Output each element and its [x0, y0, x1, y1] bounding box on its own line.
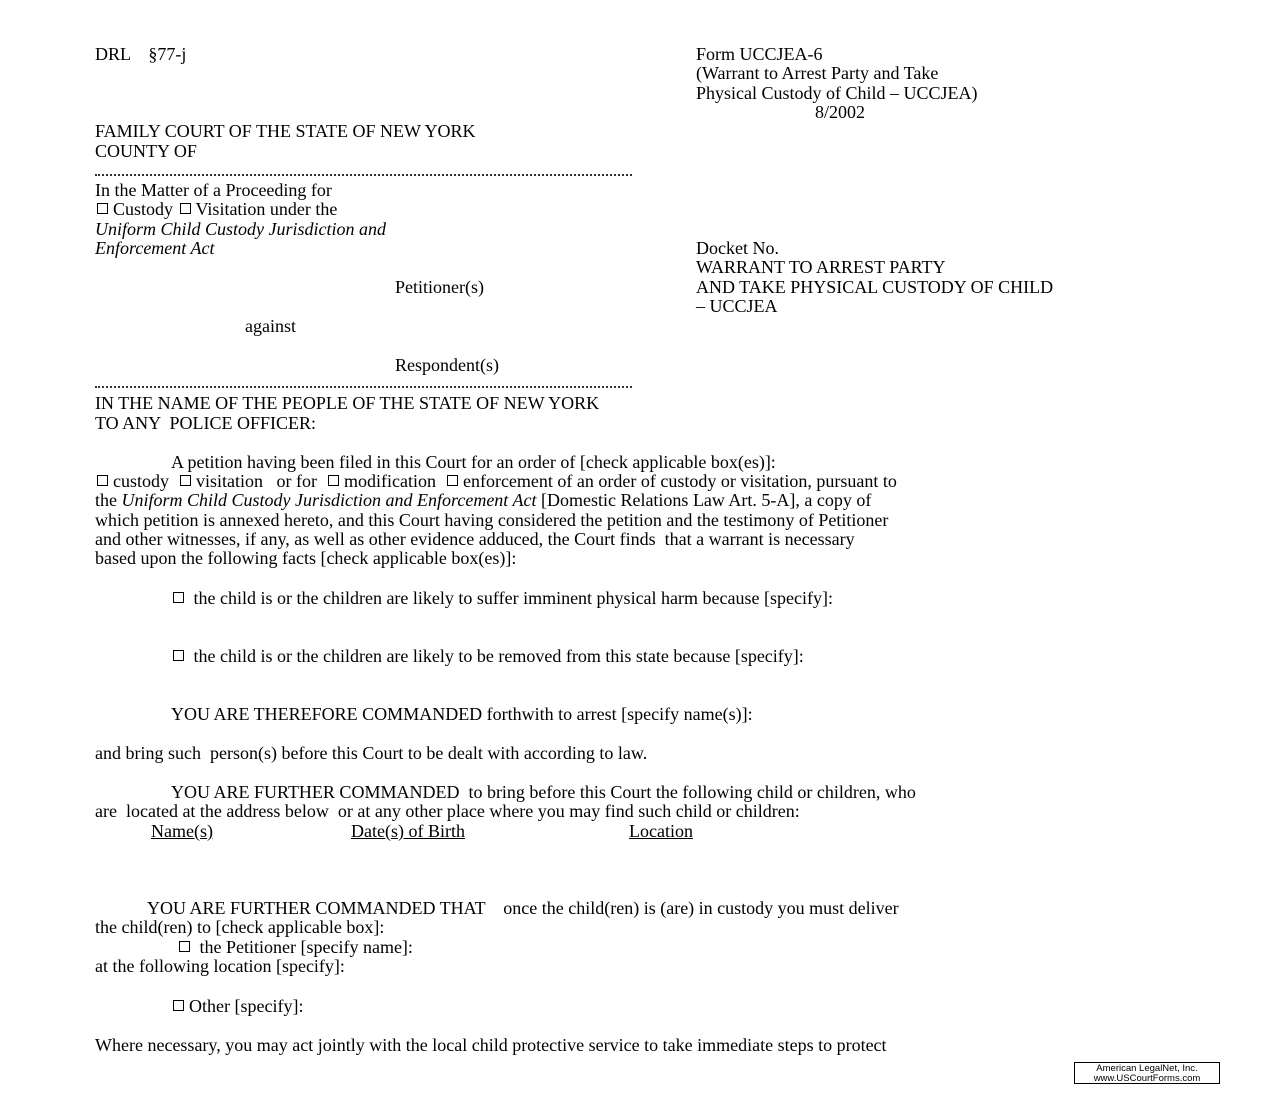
- petition-paragraph: based upon the following facts [check applicable box(es)]:: [95, 548, 517, 568]
- act-name: Enforcement Act: [95, 238, 215, 258]
- arrest-command: YOU ARE THEREFORE COMMANDED forthwith to arrest [specify name(s)]:: [171, 704, 753, 724]
- form-title-line: (Warrant to Arrest Party and Take: [696, 63, 939, 83]
- petition-paragraph: and other witnesses, if any, as well as other evidence adduced, the Court finds that a warrant is necessary: [95, 529, 855, 549]
- deliver-petitioner: [177, 937, 413, 957]
- petitioner-label: Petitioner(s): [395, 277, 484, 297]
- petition-paragraph: A petition having been filed in this Court for an order of [check applicable box(es)]:: [171, 452, 776, 472]
- fact-harm: [171, 588, 833, 608]
- custody-order-label: custody: [113, 471, 169, 491]
- document-title: AND TAKE PHYSICAL CUSTODY OF CHILD: [696, 277, 1054, 297]
- harm-label: the child is or the children are likely to suffer imminent physical harm because [specify]:: [193, 588, 833, 608]
- logo-line: American LegalNet, Inc.: [1096, 1063, 1198, 1074]
- removed-label: the child is or the children are likely to be removed from this state because [specify]:: [193, 646, 804, 666]
- county-label: COUNTY OF: [95, 141, 197, 161]
- column-names: Name(s): [151, 821, 213, 841]
- text: [Domestic Relations Law Art. 5-A], a copy of: [536, 490, 872, 510]
- form-title-line: Physical Custody of Child – UCCJEA): [696, 83, 978, 103]
- deliver-other: [171, 996, 303, 1016]
- document-title: WARRANT TO ARREST PARTY: [696, 257, 946, 277]
- petitioner-checkbox[interactable]: [179, 941, 190, 952]
- caption-divider: [95, 174, 632, 176]
- officer-heading: TO ANY POLICE OFFICER:: [95, 413, 317, 433]
- order-type-options: [95, 471, 897, 491]
- custody-order-checkbox[interactable]: [97, 475, 108, 486]
- visitation-label: Visitation under the: [195, 199, 338, 219]
- other-checkbox[interactable]: [173, 1000, 184, 1011]
- custody-checkbox[interactable]: [97, 203, 108, 214]
- form-number: Form UCCJEA-6: [696, 44, 823, 64]
- publisher-logo: [1074, 1062, 1220, 1084]
- visitation-order-label: visitation or for: [196, 471, 317, 491]
- other-option-label: Other [specify]:: [189, 996, 304, 1016]
- court-name: FAMILY COURT OF THE STATE OF NEW YORK: [95, 121, 476, 141]
- logo-line: www.USCourtForms.com: [1093, 1073, 1201, 1084]
- enforcement-checkbox[interactable]: [447, 475, 458, 486]
- caption-divider: [95, 386, 632, 388]
- matter-text: In the Matter of a Proceeding for: [95, 180, 332, 200]
- fact-removed: [171, 646, 804, 666]
- deliver-command: the child(ren) to [check applicable box]:: [95, 917, 385, 937]
- column-location: Location: [629, 821, 693, 841]
- further-command: YOU ARE FURTHER COMMANDED to bring before this Court the following child or children, who: [171, 782, 916, 802]
- deliver-command: YOU ARE FURTHER COMMANDED THAT once the child(ren) is (are) in custody you must deliver: [147, 898, 899, 918]
- custody-label: Custody: [113, 199, 174, 219]
- modification-checkbox[interactable]: [328, 475, 339, 486]
- text: the: [95, 490, 122, 510]
- form-date: 8/2002: [815, 102, 866, 122]
- deliver-location: at the following location [specify]:: [95, 956, 345, 976]
- act-name: Uniform Child Custody Jurisdiction and: [95, 219, 387, 239]
- petitioner-option-label: the Petitioner [specify name]:: [199, 937, 413, 957]
- act-name: Uniform Child Custody Jurisdiction and Enforcement Act: [121, 490, 537, 510]
- docket-label: Docket No.: [696, 238, 779, 258]
- where-necessary-text: Where necessary, you may act jointly with the local child protective service to take immediate steps to protect: [95, 1035, 887, 1055]
- removed-checkbox[interactable]: [173, 650, 184, 661]
- petition-paragraph: which petition is annexed hereto, and this Court having considered the petition and the testimony of Petitioner: [95, 510, 889, 530]
- further-command: are located at the address below or at any other place where you may find such child or children:: [95, 801, 800, 821]
- respondent-label: Respondent(s): [395, 355, 499, 375]
- bring-text: and bring such person(s) before this Court to be dealt with according to law.: [95, 743, 648, 763]
- statute-reference: DRL §77-j: [95, 44, 187, 64]
- column-dob: Date(s) of Birth: [351, 821, 465, 841]
- harm-checkbox[interactable]: [173, 592, 184, 603]
- document-title: – UCCJEA: [696, 296, 778, 316]
- enforcement-label: enforcement of an order of custody or visitation, pursuant to: [462, 471, 897, 491]
- visitation-checkbox[interactable]: [180, 203, 191, 214]
- against-label: against: [245, 316, 296, 336]
- petition-paragraph: [95, 490, 871, 510]
- proceeding-type: [95, 199, 337, 219]
- people-heading: IN THE NAME OF THE PEOPLE OF THE STATE OF NEW YORK: [95, 393, 600, 413]
- visitation-order-checkbox[interactable]: [180, 475, 191, 486]
- modification-label: modification: [343, 471, 436, 491]
